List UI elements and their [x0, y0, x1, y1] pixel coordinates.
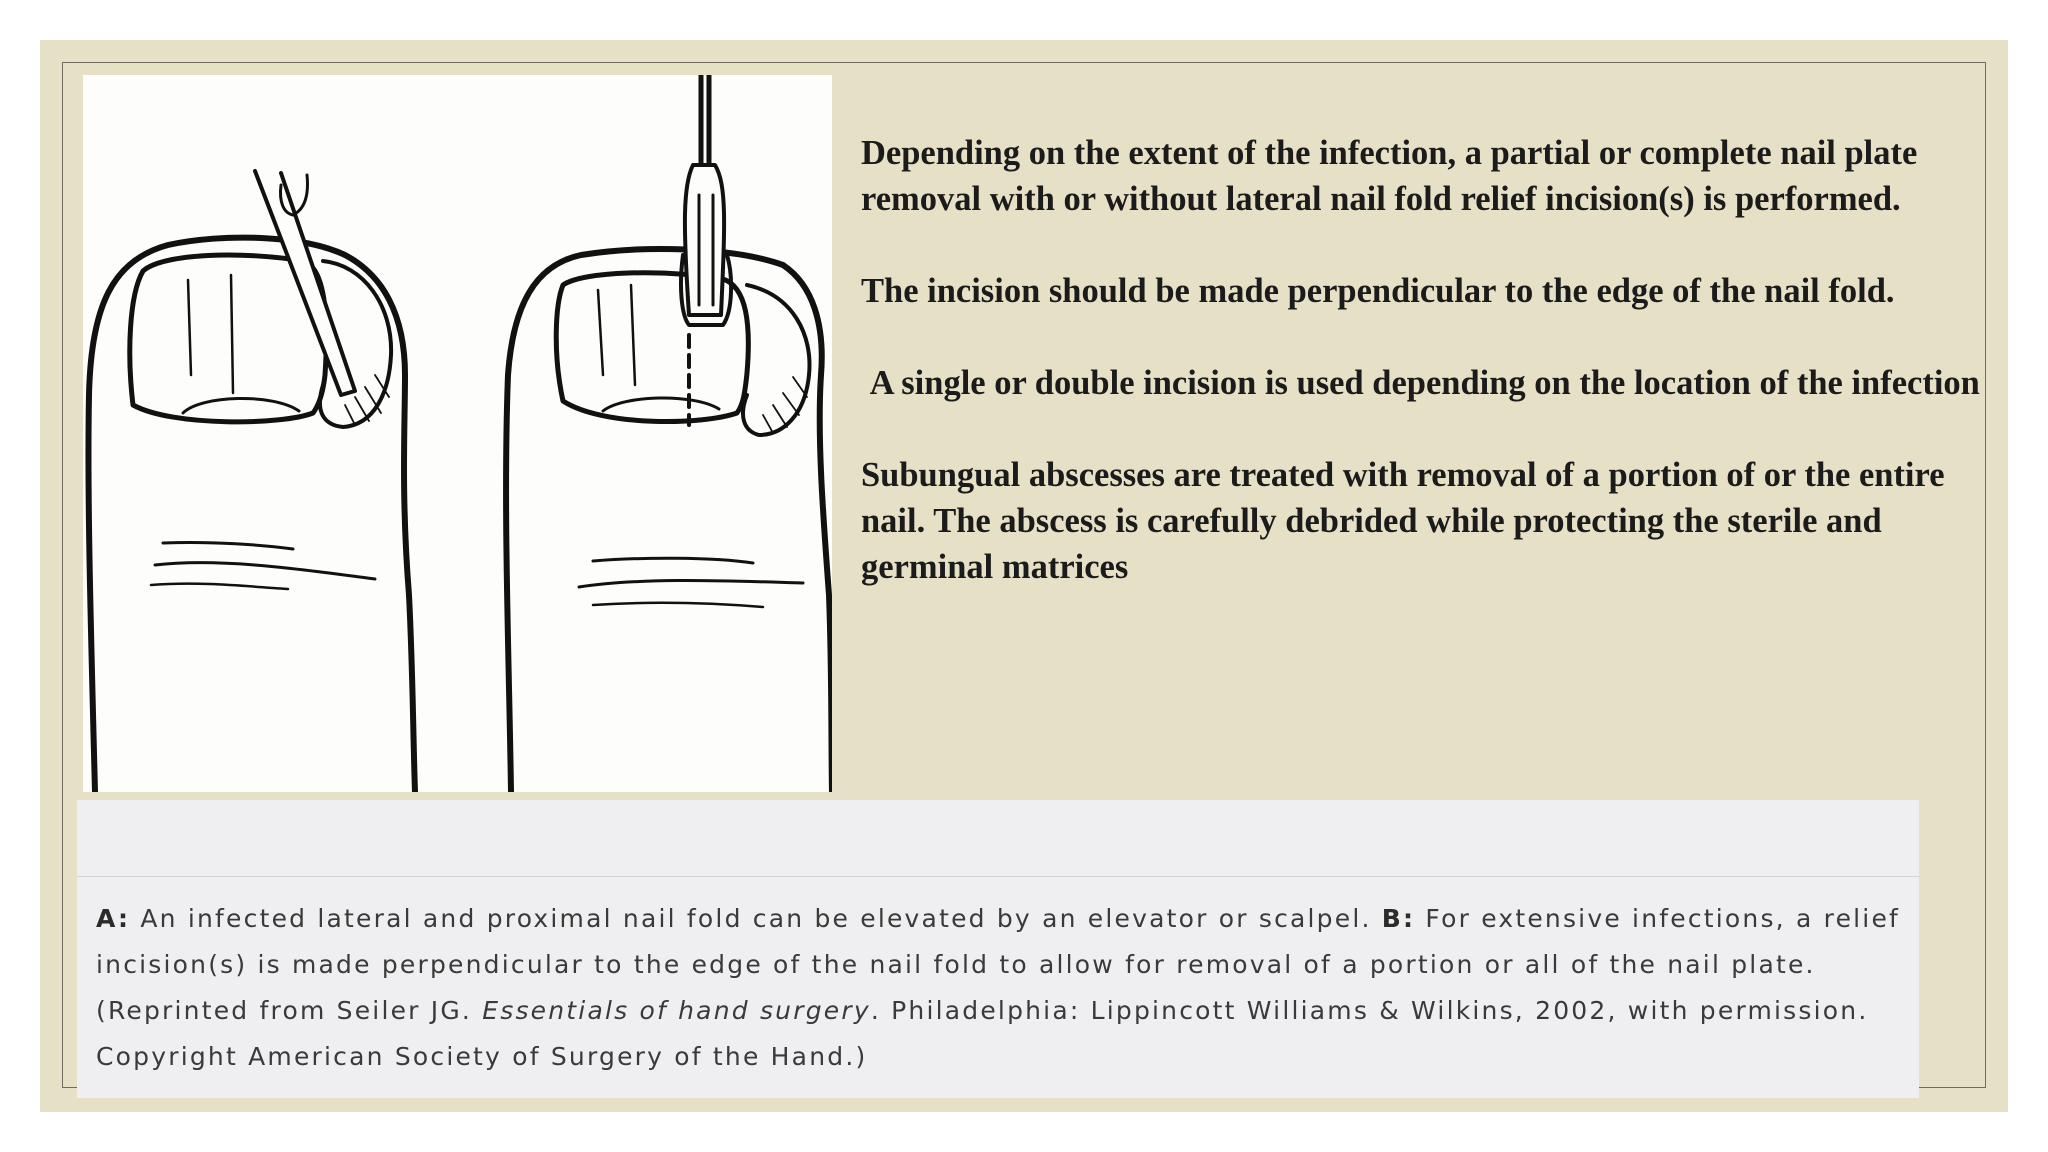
- toe-b-drawing: [506, 75, 832, 792]
- paragraph-1: Depending on the extent of the infection, a partial or complete nail plate removal with or without lateral nail fold relief incision(s) is performed.: [861, 134, 1918, 218]
- caption-text-c: . Philadelphia: Lippincott Williams & Wilkins, 2002, with permission. Copyright American Society of Surgery of the Hand.): [96, 996, 1869, 1071]
- paragraph-4: Subungual abscesses are treated with removal of a portion of or the entire nail. The abscess is carefully debrided while protecting the sterile and germinal matrices: [861, 456, 1945, 586]
- caption-label-b: B:: [1381, 904, 1416, 933]
- slide: [40, 40, 2008, 1112]
- caption-divider: [77, 876, 1919, 877]
- figure-caption-box: [77, 800, 1919, 1098]
- paragraph-2: The incision should be made perpendicular to the edge of the nail fold.: [861, 272, 1895, 310]
- toe-drawing: [83, 75, 832, 792]
- toe-a-drawing: [88, 171, 415, 792]
- caption-text-b: For extensive infections, a relief incision(s) is made perpendicular to the edge of the nail fold to allow for removal of a portion or all of the nail plate. (Reprinted from Seiler JG.: [96, 904, 1911, 1025]
- slide-body-text: [861, 130, 1981, 636]
- nail-surgery-illustration: [83, 75, 832, 792]
- caption-text-a: An infected lateral and proximal nail fold can be elevated by an elevator or scalpel.: [130, 904, 1382, 933]
- caption-book-title: Essentials of hand surgery: [482, 996, 871, 1025]
- caption-label-a: A:: [96, 904, 131, 933]
- paragraph-3: A single or double incision is used depending on the location of the infection: [861, 364, 1980, 402]
- figure-caption: [96, 896, 1911, 1080]
